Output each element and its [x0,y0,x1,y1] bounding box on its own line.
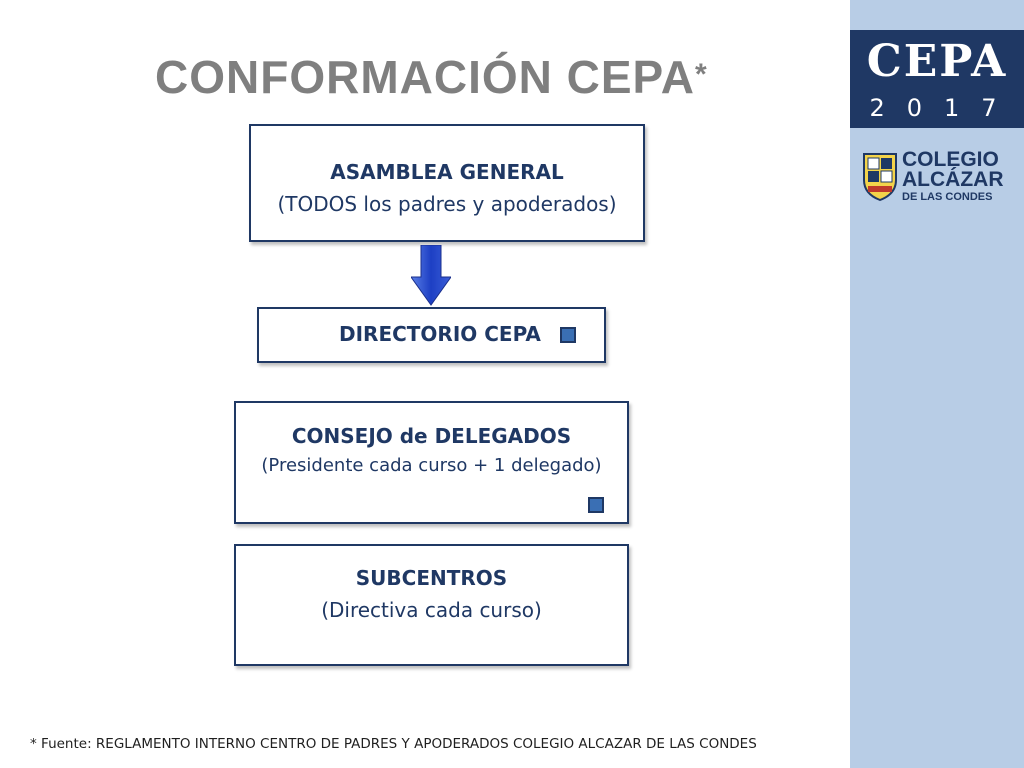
directorio-heading: DIRECTORIO CEPA [339,322,541,346]
school-name-line2: ALCÁZAR [902,168,1004,191]
square-marker-icon [588,497,604,513]
page-title [155,50,708,104]
title-asterisk: * [695,58,708,91]
subcentros-heading: SUBCENTROS [355,566,508,590]
school-name-line3: DE LAS CONDES [902,191,993,203]
square-marker-icon [560,327,576,343]
consejo-heading: CONSEJO de DELEGADOS [291,424,572,448]
cepa-logo-word: CEPA [866,36,1008,87]
consejo-delegados-box [234,401,629,524]
school-name-line1: COLEGIO [902,148,999,171]
school-crest-icon [862,150,898,202]
footnote-source: * Fuente: REGLAMENTO INTERNO CENTRO DE PADRES Y APODERADOS COLEGIO ALCAZAR DE LAS CONDES [30,736,757,752]
title-text: CONFORMACIÓN CEPA [155,51,696,103]
subcentros-box [234,544,629,666]
school-logo [860,150,1020,210]
cepa-logo-year: 2017 [869,94,1019,122]
cepa-logo [850,30,1024,128]
asamblea-general-box [249,124,645,242]
asamblea-heading: ASAMBLEA GENERAL [330,160,564,184]
school-name [902,150,1003,204]
asamblea-subtitle: (TODOS los padres y apoderados) [277,192,617,216]
directorio-cepa-box [257,307,606,363]
consejo-subtitle: (Presidente cada curso + 1 delegado) [261,455,602,476]
subcentros-subtitle: (Directiva cada curso) [321,598,542,622]
down-arrow-icon [411,245,451,307]
